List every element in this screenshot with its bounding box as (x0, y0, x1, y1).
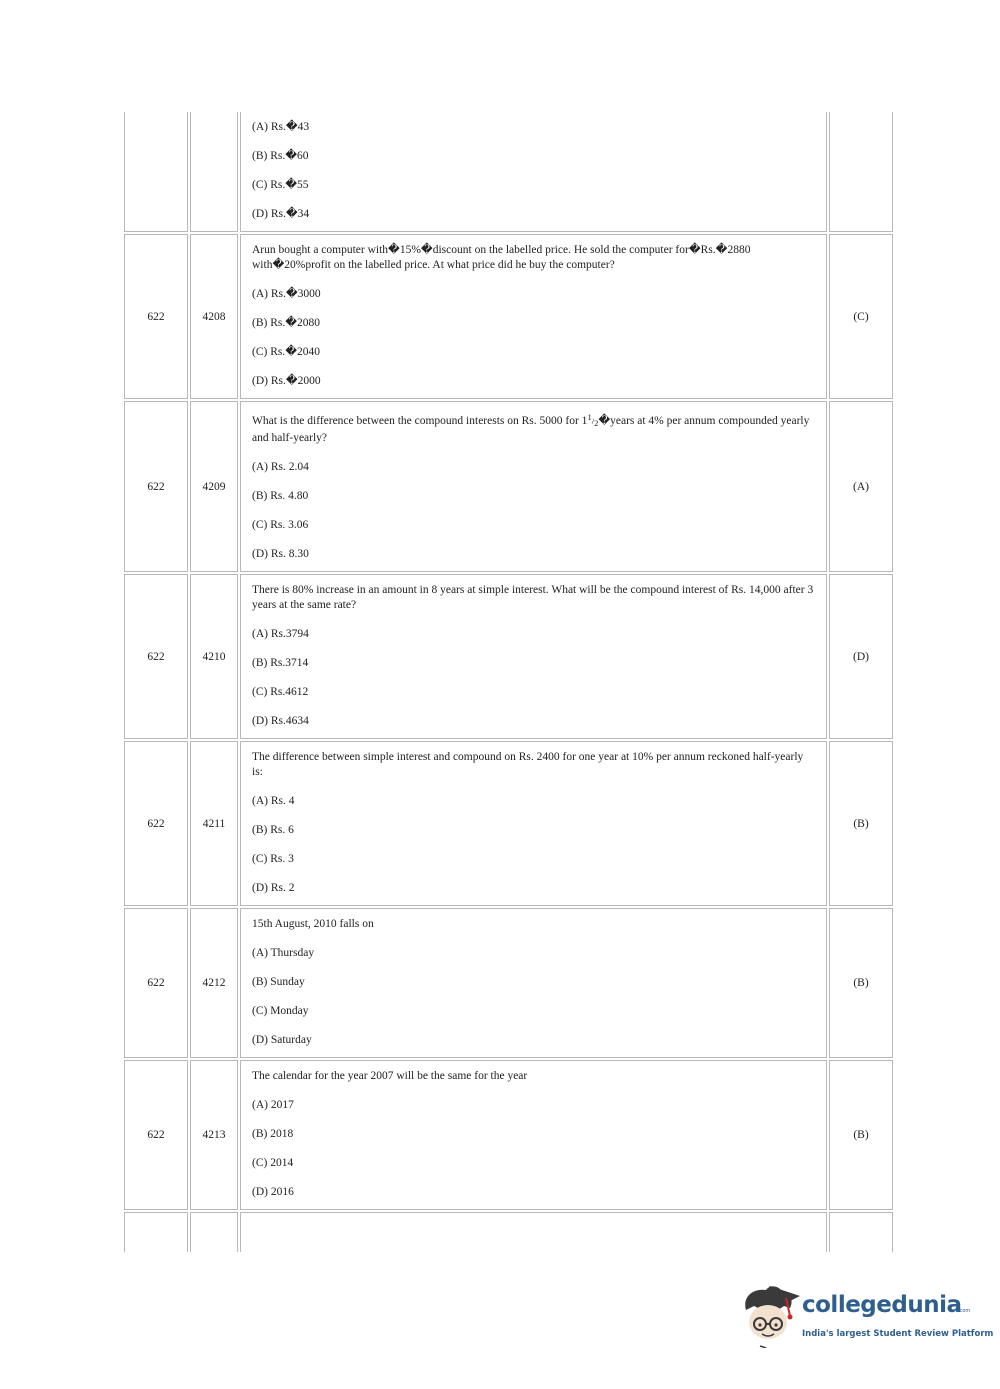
fraction (587, 412, 599, 428)
cell-question (240, 234, 827, 399)
option: (C) Rs.�55 (252, 179, 309, 191)
question-table (122, 110, 895, 1254)
cell-question-id: 4213 (190, 1060, 238, 1210)
option: (C) Monday (252, 1005, 309, 1017)
option: (D) Rs.�34 (252, 208, 310, 220)
option: (D) Rs. 8.30 (252, 548, 309, 560)
cell-paper-code: 622 (124, 234, 188, 399)
option: (D) Saturday (252, 1034, 312, 1046)
option: (A) Rs. 4 (252, 795, 295, 807)
cell-answer (829, 1212, 893, 1252)
cell-paper-code: 622 (124, 1060, 188, 1210)
option: (B) Rs.�2080 (252, 317, 321, 329)
option: (C) Rs.�2040 (252, 346, 321, 358)
cell-question (240, 1060, 827, 1210)
option: (A) Rs.3794 (252, 628, 309, 640)
table-row (124, 1060, 893, 1210)
cell-question-id: 4211 (190, 741, 238, 906)
option: (B) Rs. 6 (252, 824, 294, 836)
option: (D) Rs.�2000 (252, 375, 321, 387)
collegedunia-logo (740, 1282, 994, 1352)
fraction-numerator: 1 (587, 412, 592, 422)
cell-question-id: 4212 (190, 908, 238, 1058)
cell-paper-code: 622 (124, 401, 188, 572)
cell-question-id: 4208 (190, 234, 238, 399)
option: (A) Thursday (252, 947, 315, 959)
cell-question-id (190, 1212, 238, 1252)
cell-answer: (B) (829, 741, 893, 906)
option: (B) 2018 (252, 1128, 294, 1140)
cell-paper-code: 622 (124, 908, 188, 1058)
option: (A) Rs. 2.04 (252, 461, 309, 473)
option: (D) 2016 (252, 1186, 294, 1198)
fraction-slash: / (591, 416, 595, 426)
question-text (252, 410, 816, 446)
cell-question-id: 4209 (190, 401, 238, 572)
cell-answer: (C) (829, 234, 893, 399)
option: (A) Rs.�43 (252, 121, 310, 133)
cell-answer (829, 112, 893, 232)
table-row (124, 1212, 893, 1252)
logo-text: collegedunia (802, 1292, 962, 1318)
cell-question (240, 1212, 827, 1252)
question-text: The difference between simple interest and compound on Rs. 2400 for one year at 10% per annum reckoned half-yearly is: (252, 751, 804, 778)
cell-answer: (D) (829, 574, 893, 739)
option: (C) Rs. 3 (252, 853, 294, 865)
cell-answer: (B) (829, 908, 893, 1058)
logo-tagline: India's largest Student Review Platform (802, 1329, 994, 1339)
option: (B) Rs. 4.80 (252, 490, 309, 502)
option: (A) 2017 (252, 1099, 294, 1111)
table-row (124, 908, 893, 1058)
cell-question (240, 908, 827, 1058)
logo-com-text: .com (958, 1308, 971, 1314)
cell-paper-code (124, 112, 188, 232)
table-row (124, 234, 893, 399)
question-text: 15th August, 2010 falls on (252, 918, 374, 930)
option: (B) Rs.�60 (252, 150, 309, 162)
cell-answer: (A) (829, 401, 893, 572)
cell-question-id (190, 112, 238, 232)
cell-question (240, 112, 827, 232)
option: (C) Rs. 3.06 (252, 519, 309, 531)
option: (A) Rs.�3000 (252, 288, 321, 300)
cell-question (240, 741, 827, 906)
cell-question-id: 4210 (190, 574, 238, 739)
table-row (124, 401, 893, 572)
table-row (124, 574, 893, 739)
fraction-denominator: 2 (594, 418, 599, 428)
table-row (124, 741, 893, 906)
cell-paper-code: 622 (124, 574, 188, 739)
question-text-part: �years at 4% per annum compounded yearly and half-yearly? (252, 415, 810, 444)
cell-answer: (B) (829, 1060, 893, 1210)
option: (B) Sunday (252, 976, 305, 988)
cell-question (240, 574, 827, 739)
question-text: There is 80% increase in an amount in 8 years at simple interest. What will be the compound interest of Rs. 14,000 after 3 years at the same rate? (252, 584, 814, 611)
cell-paper-code: 622 (124, 741, 188, 906)
option: (D) Rs.4634 (252, 715, 309, 727)
option: (C) 2014 (252, 1157, 294, 1169)
cell-question (240, 401, 827, 572)
question-text: The calendar for the year 2007 will be the same for the year (252, 1070, 528, 1082)
question-text: Arun bought a computer with�15%�discount on the labelled price. He sold the computer for�Rs.�2880 with�20%profit on the labelled price. At what price did he buy the computer? (252, 244, 751, 271)
cell-paper-code (124, 1212, 188, 1252)
mascot-icon (740, 1282, 802, 1348)
option: (D) Rs. 2 (252, 882, 295, 894)
question-text-part: What is the difference between the compound interests on Rs. 5000 for 1 (252, 415, 588, 427)
table-row (124, 112, 893, 232)
option: (B) Rs.3714 (252, 657, 309, 669)
option: (C) Rs.4612 (252, 686, 309, 698)
